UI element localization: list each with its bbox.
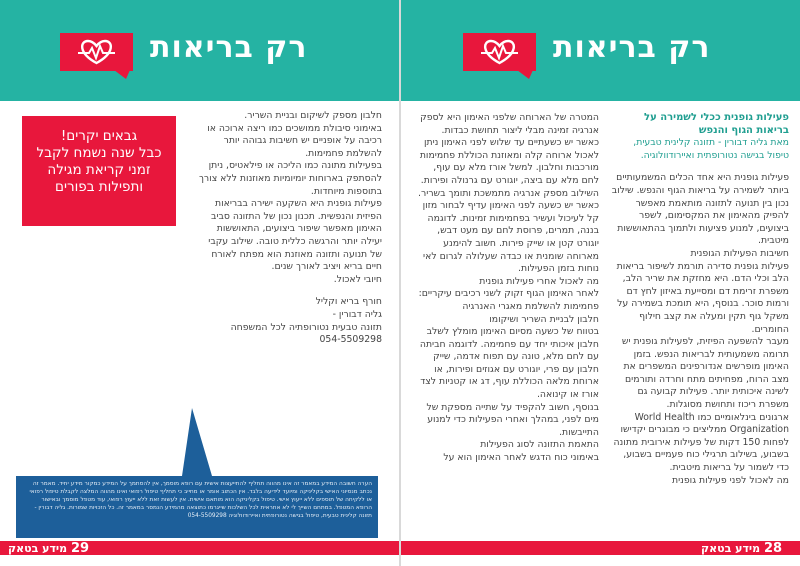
signature-block (196, 296, 382, 346)
subheading: חשיבות הפעילות הגופנית (690, 247, 789, 259)
signature-phone: 054-5509298 (319, 334, 382, 346)
list-item: חלבון לבניית השריר ושיקומו (489, 313, 599, 325)
page-number: 28 (763, 541, 783, 556)
heart-pulse-logo-icon (461, 32, 538, 80)
promo-line: כבל שנה נשמח לקבל (36, 145, 162, 161)
footer-brand: מידע בטאק (701, 542, 761, 555)
paragraph: מעבר להשפעה הפיזית, לפעילות גופנית יש תרומה משמעותית לבריאות הנפש. בזמן האימון מופרשים אנדורפינים המשפרים את מצב הרוח, מפחיתים מתח וחרדה ותורמים לשינה איכותית יותר. פעילות קבועה גם משפרת ריכוז ותחושת מסוגלות. (621, 336, 789, 411)
subheading: התאמת התזונה לסוג הפעילות (480, 439, 599, 451)
signature-line: חורף בריא וקליל (315, 296, 382, 308)
paragraph: בטווח של כשעה מסיום האימון מומלץ לשלב חלבון איכותי יחד עם פחמימה. לדוגמה חביתה עם לחם מלא, טונה עם תפוח אדמה, שייק חלבון עם פרי, יוגורט עם אגוזים ופירות, או ארוחת מלאה הכוללת עוף, דג או קטניות לצד אורז או קינואה. (419, 326, 599, 401)
promo-box (22, 116, 176, 226)
paragraph: בנוסף, חשוב להקפיד על שתייה מספקת של מים לפני, במהלך ואחרי הפעילות כדי למנוע התייבשות. (426, 401, 599, 438)
page-number: 29 (70, 541, 90, 556)
promo-line: זמני קריאת מגילה (47, 162, 151, 178)
paragraph: חלבון מספק לשיקום ובניית השריר. (244, 110, 382, 121)
list-item: פחמימות להשלמת מאגרי האנרגיה (462, 300, 599, 312)
paragraph: לאחר האימון הגוף זקוק לשני רכיבים עיקריים: (418, 288, 599, 300)
right-page (401, 0, 800, 566)
paragraph: ארגונים בינלאומיים כמו World Health Organization ממליצים כי מבוגרים יקדישו לפחות 150 דקות של פעילות אירובית מתונה בשבוע, בשילוב תרגילי כוח פעמיים בשבוע, כדי לשמור על בריאות מיטבית. (613, 411, 789, 474)
paragraph: פעילות גופנית היא אחד הכלים המשמעותיים ביותר לשמירה על בריאות הגוף והנפש. שילוב נכון בין תנועה לתזונה מותאמת מאפשר להפיק מהאימון את המקסימום, לשפר ביצועים, למנוע פציעות ולתמוך בהתאוששות מיטבית. (611, 172, 789, 247)
promo-line: גבאים יקרים! (60, 128, 138, 144)
disclaimer-text: הערה חשובה המידע במאמר זה אינו מהווה תחליף להתייעצות אישית עם רופא מוסמך, אין להסתמך על המידע כמקור מידע יחיד. מאמר זה נכתב מנסיוני האישי בקליניקה ומיועד לידיעה בלבד. אין הכתוב אומר או מחייב כי תחליף טיפול רפואי ואינו מהווה המלצה לקבלת טיפול רפואי או ללקיחה של תוספים ללא ייעוץ אישי. טיפול בקליניקה הוא מותאם אישית. אין לעשות זאת ללא ייעוץ רפואי, עוד מטפל מוסמך ובאישור הרופא המטפל. במתחם השייך לי לא אחראית לכל השלכות שייגרמו כתוצאה מהמידע הנמסר במאמר זה. כל הזכויות שמורות. גליה דבורין - תזונה קלינית טבעית, טיפול בגישה נטורופתית ואיירודוולוגיה 054-5509298 (29, 481, 372, 519)
paragraph: באימוני סיבולת ממושכים כמו ריצה ארוכה או רכיבה על אופניים יש חשיבות גבוהה יותר להשלמת פחמימות. (207, 122, 382, 159)
paragraph: כאשר יש כשעתיים עד שלוש לפני האימון ניתן לאכול ארוחה קלה ומאוזנת הכוללת פחמימות מורכבות וחלבון. למשל אורז מלא עם עוף, לחם מלא עם ביצה, יוגורט עם גרנולה ופירות. השילוב מספק אנרגיה מתמשכת ותומך בשריר. (418, 137, 599, 199)
section-title: רק בריאות (553, 30, 711, 65)
article-column-continued (196, 110, 382, 347)
subheading: מה לאכול אחרי פעילות גופנית (479, 275, 599, 287)
footer-brand: מידע בטאק (8, 542, 68, 555)
footer-right (701, 540, 782, 558)
footer-left (8, 540, 89, 558)
paragraph: חיובי לאכול. (333, 273, 382, 285)
paragraph: פעילות גופנית סדירה תורמת לשיפור בריאות הלב וכלי הדם. היא מחזקת את שריר הלב, משפרת זרימת דם ומסייעת באיזון לחץ דם ורמות סוכר. בנוסף, היא תומכת בשמירה על משקל גוף תקין ומעלה את קצב חילוף החומרים. (616, 260, 789, 335)
article-column-right (611, 112, 789, 487)
paragraph: המטרה של הארוחה שלפני האימון היא לספק אנרגיה זמינה מבלי ליצור תחושת כבדות. (420, 112, 599, 136)
subheading: מה לאכול לפני פעילות גופנית (671, 474, 789, 486)
section-title: רק בריאות (150, 30, 308, 65)
paragraph: באימוני כוח הדגש לאחר האימון הוא על (443, 452, 599, 464)
paragraph: כאשר יש כשעה לפני האימון עדיף לבחור מזון קל לעיכול ועשיר בפחמימות זמינות. לדוגמה בננה, תמרים, פרוסת לחם עם מעט דבש, יוגורט קטן או שייק פירות. חשוב להימנע מארוחה שומנית או כבדה שעלולה לגרום לאי נוחות בזמן הפעילות. (422, 200, 599, 275)
signature-line: תזונה טבעית נטורופתיה לכל המשפחה (230, 321, 382, 333)
paragraph: פעילות גופנית היא השקעה ישירה בבריאות הפיזית והנפשית. תכנון נכון של התזונה סביב האימון מאפשר שיפור ביצועים, התאוששות יעילה יותר והרגשה כללית טובה. שילוב עקבי של תנועה ותזונה מאוזנת הוא מפתח לאורח חיים בריא ויציב לאורך שנים. (208, 198, 382, 273)
paragraph: בפעילות מתונה כמו הליכה או פילאטיס, ניתן להסתפק בארוחות יומיומיות מאוזנות ללא צורך בתוספות מיוחדות. (198, 160, 382, 197)
article-heading: פעילות גופנית ככלי לשמירה על בריאות הגוף והנפש (644, 112, 789, 136)
promo-line: ותפילות בפורים (54, 179, 144, 195)
signature-line: גליה דבורין - (332, 308, 382, 320)
left-page (0, 0, 399, 566)
heart-pulse-logo-icon (58, 32, 135, 80)
article-byline: מאת גליה דבורין - תזונה קלינית טבעית, טיפול בגישה נטורופתית ואיירודוולוגיה. (633, 137, 789, 161)
article-column-left (417, 112, 599, 465)
